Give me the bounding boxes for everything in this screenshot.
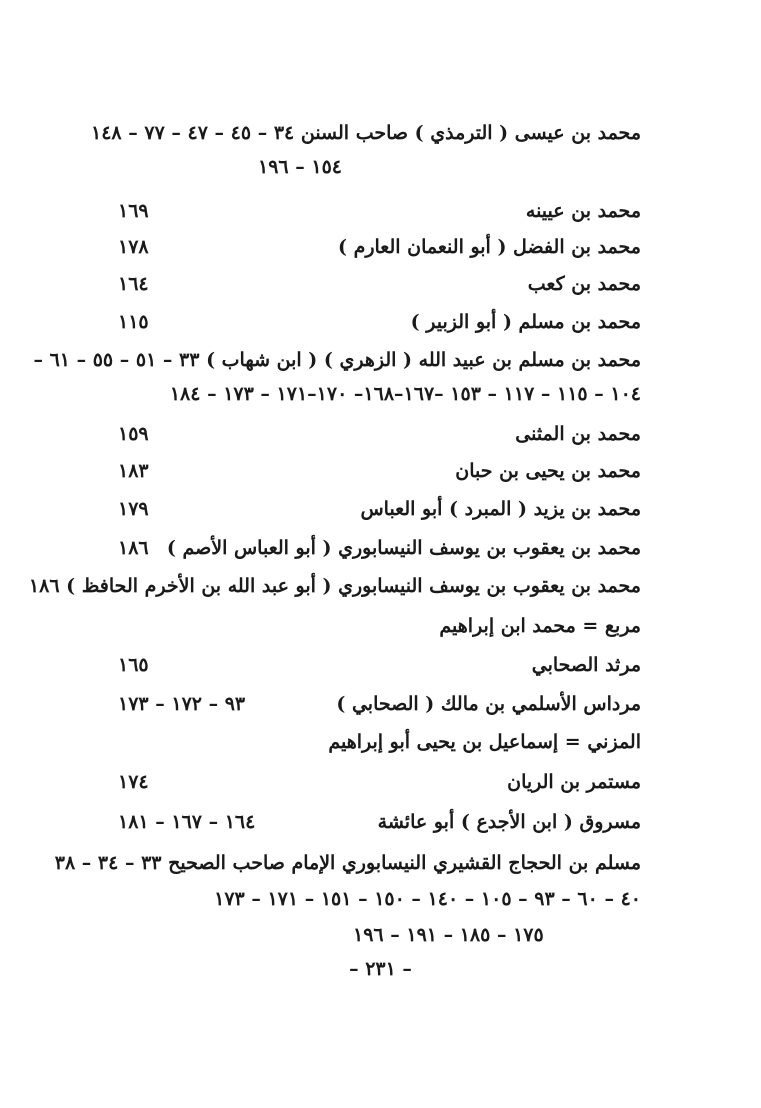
index-entry-name: محمد بن يحيى بن حبان [455, 460, 641, 482]
index-entry-name: محمد بن عيسى ( الترمذي ) صاحب السنن ٣٤ – ٤٥ – ٤٧ – ٧٧ – ١٤٨ [91, 122, 641, 144]
index-entry-pages: ١٧٩ [118, 498, 149, 520]
index-entry-pages: ١١٥ [118, 311, 149, 333]
index-entry-name: مرداس الأسلمي بن مالك ( الصحابي ) [336, 693, 641, 715]
page-number: – ٢٣١ – [349, 958, 412, 980]
index-entry-name: محمد بن مسلم ( أبو الزبير ) [410, 311, 641, 333]
index-entry-pages: ١٨٣ [118, 460, 149, 482]
index-entry-pages: ١٦٤ – ١٦٧ – ١٨١ [118, 811, 256, 833]
index-entry-pages: ١٦٥ [118, 654, 149, 676]
index-entry-pages: ٩٣ – ١٧٢ – ١٧٣ [118, 693, 246, 715]
index-entry-name: المزني = إسماعيل بن يحيى أبو إبراهيم [328, 731, 641, 753]
index-entry-name: مستمر بن الريان [507, 771, 641, 793]
index-entry-name: مسروق ( ابن الأجدع ) أبو عائشة [377, 811, 641, 833]
index-entry-continuation: ١٠٤ – ١١٥ – ١١٧ – ١٥٣ –١٦٧–١٦٨– ١٧٠–١٧١ – ١٧٣ – ١٨٤ [169, 383, 641, 405]
index-entry-pages: ١٦٤ [118, 273, 149, 295]
index-entry-pages: ١٦٩ [118, 200, 149, 222]
index-entry-pages: ١٥٩ [118, 423, 149, 445]
index-entry-name: محمد بن كعب [527, 273, 641, 295]
index-entry-name: محمد بن عيينه [525, 200, 641, 222]
index-entry-name: محمد بن يعقوب بن يوسف النيسابوري ( أبو العباس الأصم ) [166, 537, 641, 559]
index-entry-continuation: ١٧٥ – ١٨٥ – ١٩١ – ١٩٦ [353, 924, 544, 946]
index-entry-name: مرثد الصحابي [531, 654, 641, 676]
index-entry-name: محمد بن مسلم بن عبيد الله ( الزهري ) ( ابن شهاب ) ٣٣ – ٥١ – ٥٥ – ٦١ – [33, 349, 641, 371]
index-entry-continuation: ١٥٤ – ١٩٦ [258, 156, 342, 178]
index-entry-pages: ١٧٤ [118, 771, 149, 793]
index-entry-name: محمد بن يزيد ( المبرد ) أبو العباس [360, 498, 641, 520]
index-entry-name: محمد بن الفضل ( أبو النعمان العارم ) [337, 236, 641, 258]
index-entry-name: محمد بن المثنى [515, 423, 641, 445]
index-entry-name: محمد بن يعقوب بن يوسف النيسابوري ( أبو عبد الله بن الأخرم الحافظ ) ١٨٦ [28, 575, 641, 597]
index-entry-continuation: ٤٠ – ٦٠ – ٩٣ – ١٠٥ – ١٤٠ – ١٥٠ – ١٥١ – ١٧١ – ١٧٣ [214, 888, 641, 910]
index-entry-name: مسلم بن الحجاج القشيري النيسابوري الإمام صاحب الصحيح ٣٣ – ٣٤ – ٣٨ [54, 852, 641, 874]
index-entry-name: مربع = محمد ابن إبراهيم [439, 615, 641, 637]
index-entry-pages: ١٧٨ [118, 236, 149, 258]
index-entry-pages: ١٨٦ [118, 537, 149, 559]
